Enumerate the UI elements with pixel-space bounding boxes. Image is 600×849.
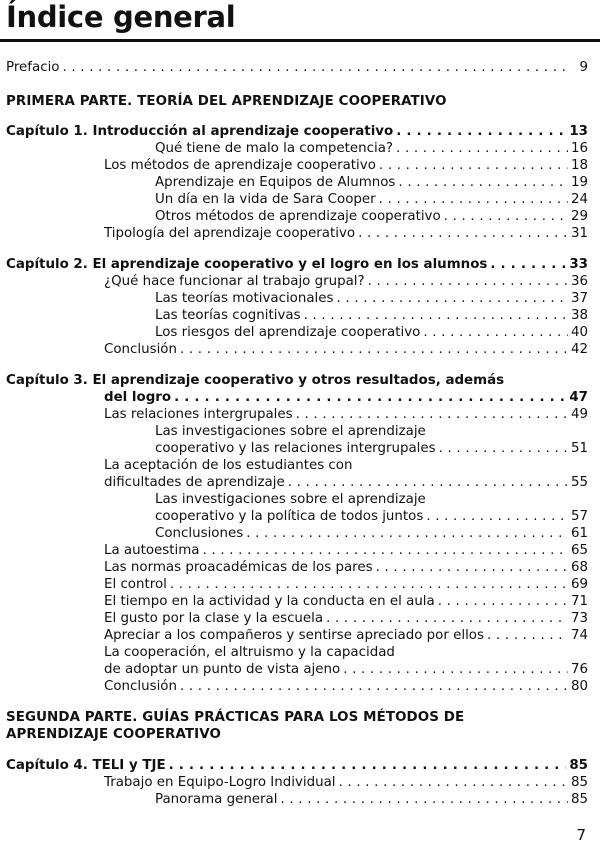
toc-entry-page: 85 — [570, 775, 588, 790]
toc-entry[interactable] — [155, 209, 588, 225]
toc-entry-label: Conclusión — [104, 679, 177, 694]
toc-entry-page: 29 — [570, 209, 588, 224]
toc-entry-page: 18 — [570, 158, 588, 173]
toc-entry-prefacio[interactable] — [6, 60, 588, 76]
toc-entry-label: Los métodos de aprendizaje cooperativo — [104, 158, 376, 173]
part-heading: SEGUNDA PARTE. GUÍAS PRÁCTICAS PARA LOS MÉTODOS DE — [6, 710, 465, 725]
page-number: 7 — [576, 826, 586, 844]
toc-entry[interactable] — [104, 594, 588, 610]
toc-entry-label: Conclusión — [104, 342, 177, 357]
toc-entry[interactable] — [104, 342, 588, 358]
toc-entry-page: 24 — [570, 192, 588, 207]
dot-leader — [490, 257, 566, 273]
toc-entry-label: Qué tiene de malo la competencia? — [155, 141, 394, 156]
toc-entry-label: Las relaciones intergrupales — [104, 407, 293, 422]
dot-leader — [62, 60, 569, 76]
toc-entry-label: Capítulo 1. Introducción al aprendizaje cooperativo — [6, 124, 394, 139]
toc-entry-line1: La aceptación de los estudiantes con — [104, 458, 353, 473]
dot-leader — [398, 175, 568, 191]
toc-entry[interactable] — [155, 141, 588, 157]
toc-entry-label: Las teorías motivacionales — [155, 291, 334, 306]
toc-entry[interactable] — [155, 792, 588, 808]
toc-entry[interactable] — [104, 577, 588, 593]
toc-entry-label: Capítulo 4. TELI y TJE — [6, 758, 166, 773]
toc-entry[interactable] — [155, 526, 588, 542]
toc-entry-label: cooperativo y las relaciones intergrupales — [155, 441, 436, 456]
dot-leader — [339, 775, 568, 791]
dot-leader — [376, 560, 568, 576]
toc-entry-page: 13 — [569, 124, 588, 139]
toc-entry-label: del logro — [104, 390, 172, 405]
dot-leader — [368, 274, 568, 290]
toc-entry-page: 31 — [570, 226, 588, 241]
toc-entry-label: dificultades de aprendizaje — [104, 475, 285, 490]
dot-leader — [180, 679, 568, 695]
dot-leader — [487, 628, 568, 644]
dot-leader — [326, 611, 568, 627]
dot-leader — [174, 390, 566, 406]
dot-leader — [304, 308, 568, 324]
toc-entry-label: Trabajo en Equipo-Logro Individual — [104, 775, 336, 790]
toc-entry-page: 37 — [570, 291, 588, 306]
toc-entry-label: Los riesgos del aprendizaje cooperativo — [155, 325, 421, 340]
toc-entry-page: 40 — [570, 325, 588, 340]
toc-entry-page: 51 — [570, 441, 588, 456]
toc-entry-label: de adoptar un punto de vista ajeno — [104, 662, 341, 677]
part-heading-line2: APRENDIZAJE COOPERATIVO — [6, 727, 221, 742]
toc-entry-label: Aprendizaje en Equipos de Alumnos — [155, 175, 396, 190]
toc-entry-label: Las teorías cognitivas — [155, 308, 301, 323]
toc-chapter-3-line1: Capítulo 3. El aprendizaje cooperativo y otros resultados, además — [6, 373, 505, 388]
toc-entry[interactable] — [155, 291, 588, 307]
toc-entry[interactable] — [104, 560, 588, 576]
dot-leader — [396, 124, 566, 140]
toc-entry-page: 55 — [570, 475, 588, 490]
part-heading: PRIMERA PARTE. TEORÍA DEL APRENDIZAJE COOPERATIVO — [6, 94, 447, 109]
dot-leader — [170, 577, 568, 593]
toc-entry[interactable] — [104, 611, 588, 627]
dot-leader — [426, 509, 568, 525]
dot-leader — [438, 594, 568, 610]
toc-entry-page: 16 — [570, 141, 588, 156]
toc-entry-label: El tiempo en la actividad y la conducta en el aula — [104, 594, 435, 609]
toc-entry-page: 47 — [569, 390, 588, 405]
toc-entry-page: 19 — [570, 175, 588, 190]
toc-entry-label: Otros métodos de aprendizaje cooperativo — [155, 209, 441, 224]
dot-leader — [444, 209, 568, 225]
toc-entry[interactable] — [104, 679, 588, 695]
toc-entry-page: 69 — [570, 577, 588, 592]
toc-entry-line1: Las investigaciones sobre el aprendizaje — [155, 424, 426, 439]
toc-entry-label: Tipología del aprendizaje cooperativo — [104, 226, 356, 241]
dot-leader — [439, 441, 568, 457]
toc-entry[interactable] — [155, 441, 588, 457]
toc-entry-page: 74 — [570, 628, 588, 643]
toc-entry[interactable] — [104, 475, 588, 491]
toc-entry-line1: La cooperación, el altruismo y la capacidad — [104, 645, 395, 660]
toc-entry-page: 36 — [570, 274, 588, 289]
toc-entry[interactable] — [104, 543, 588, 559]
toc-entry-label: El gusto por la clase y la escuela — [104, 611, 324, 626]
toc-chapter-2[interactable] — [6, 257, 588, 273]
toc-chapter-1[interactable] — [6, 124, 588, 140]
dot-leader — [379, 192, 568, 208]
toc-entry[interactable] — [104, 226, 588, 242]
toc-entry[interactable] — [104, 407, 588, 423]
toc-entry-page: 33 — [569, 257, 588, 272]
dot-leader — [379, 158, 568, 174]
title-rule — [0, 39, 600, 42]
toc-entry-page: 80 — [570, 679, 588, 694]
dot-leader — [343, 662, 568, 678]
toc-entry-page: 73 — [570, 611, 588, 626]
toc-entry-page: 49 — [570, 407, 588, 422]
toc-chapter-3[interactable] — [104, 390, 588, 406]
toc-entry-line1: Las investigaciones sobre el aprendizaje — [155, 492, 426, 507]
toc-entry[interactable] — [155, 192, 588, 208]
dot-leader — [180, 342, 568, 358]
toc-entry-label: La autoestima — [104, 543, 200, 558]
toc-entry-label: Capítulo 2. El aprendizaje cooperativo y el logro en los alumnos — [6, 257, 488, 272]
dot-leader — [396, 141, 568, 157]
toc-chapter-4[interactable] — [6, 758, 588, 774]
dot-leader — [337, 291, 568, 307]
dot-leader — [280, 792, 567, 808]
toc-entry[interactable] — [104, 158, 588, 174]
toc-entry-label: Las normas proacadémicas de los pares — [104, 560, 373, 575]
page-title: Índice general — [6, 0, 236, 34]
toc-entry[interactable] — [104, 775, 588, 791]
toc-entry-label: Conclusiones — [155, 526, 244, 541]
toc-entry[interactable] — [104, 628, 588, 644]
toc-entry-page: 9 — [579, 60, 588, 75]
toc-entry-page: 68 — [570, 560, 588, 575]
toc-entry[interactable] — [155, 325, 588, 341]
dot-leader — [246, 526, 568, 542]
toc-entry-page: 85 — [569, 758, 588, 773]
dot-leader — [169, 758, 567, 774]
toc-entry[interactable] — [104, 274, 588, 290]
toc-entry[interactable] — [155, 509, 588, 525]
toc-entry[interactable] — [104, 662, 588, 678]
dot-leader — [203, 543, 568, 559]
toc-entry-page: 76 — [570, 662, 588, 677]
toc-entry-label: Panorama general — [155, 792, 278, 807]
toc-entry-label: ¿Qué hace funcionar al trabajo grupal? — [104, 274, 365, 289]
toc-entry[interactable] — [155, 308, 588, 324]
toc-entry-label: El control — [104, 577, 167, 592]
toc-entry-label: Un día en la vida de Sara Cooper — [155, 192, 376, 207]
toc-entry-page: 65 — [570, 543, 588, 558]
toc-entry-page: 85 — [570, 792, 588, 807]
toc-entry-label: cooperativo y la política de todos juntos — [155, 509, 424, 524]
toc-entry-page: 71 — [570, 594, 588, 609]
toc-entry-page: 38 — [570, 308, 588, 323]
toc-entry-label: Apreciar a los compañeros y sentirse apreciado por ellos — [104, 628, 484, 643]
toc-entry-page: 42 — [570, 342, 588, 357]
toc-entry-label: Prefacio — [6, 60, 60, 75]
dot-leader — [288, 475, 568, 491]
dot-leader — [423, 325, 568, 341]
toc-entry-page: 61 — [570, 526, 588, 541]
toc-entry-page: 57 — [570, 509, 588, 524]
dot-leader — [358, 226, 568, 242]
toc-entry[interactable] — [155, 175, 588, 191]
dot-leader — [296, 407, 568, 423]
